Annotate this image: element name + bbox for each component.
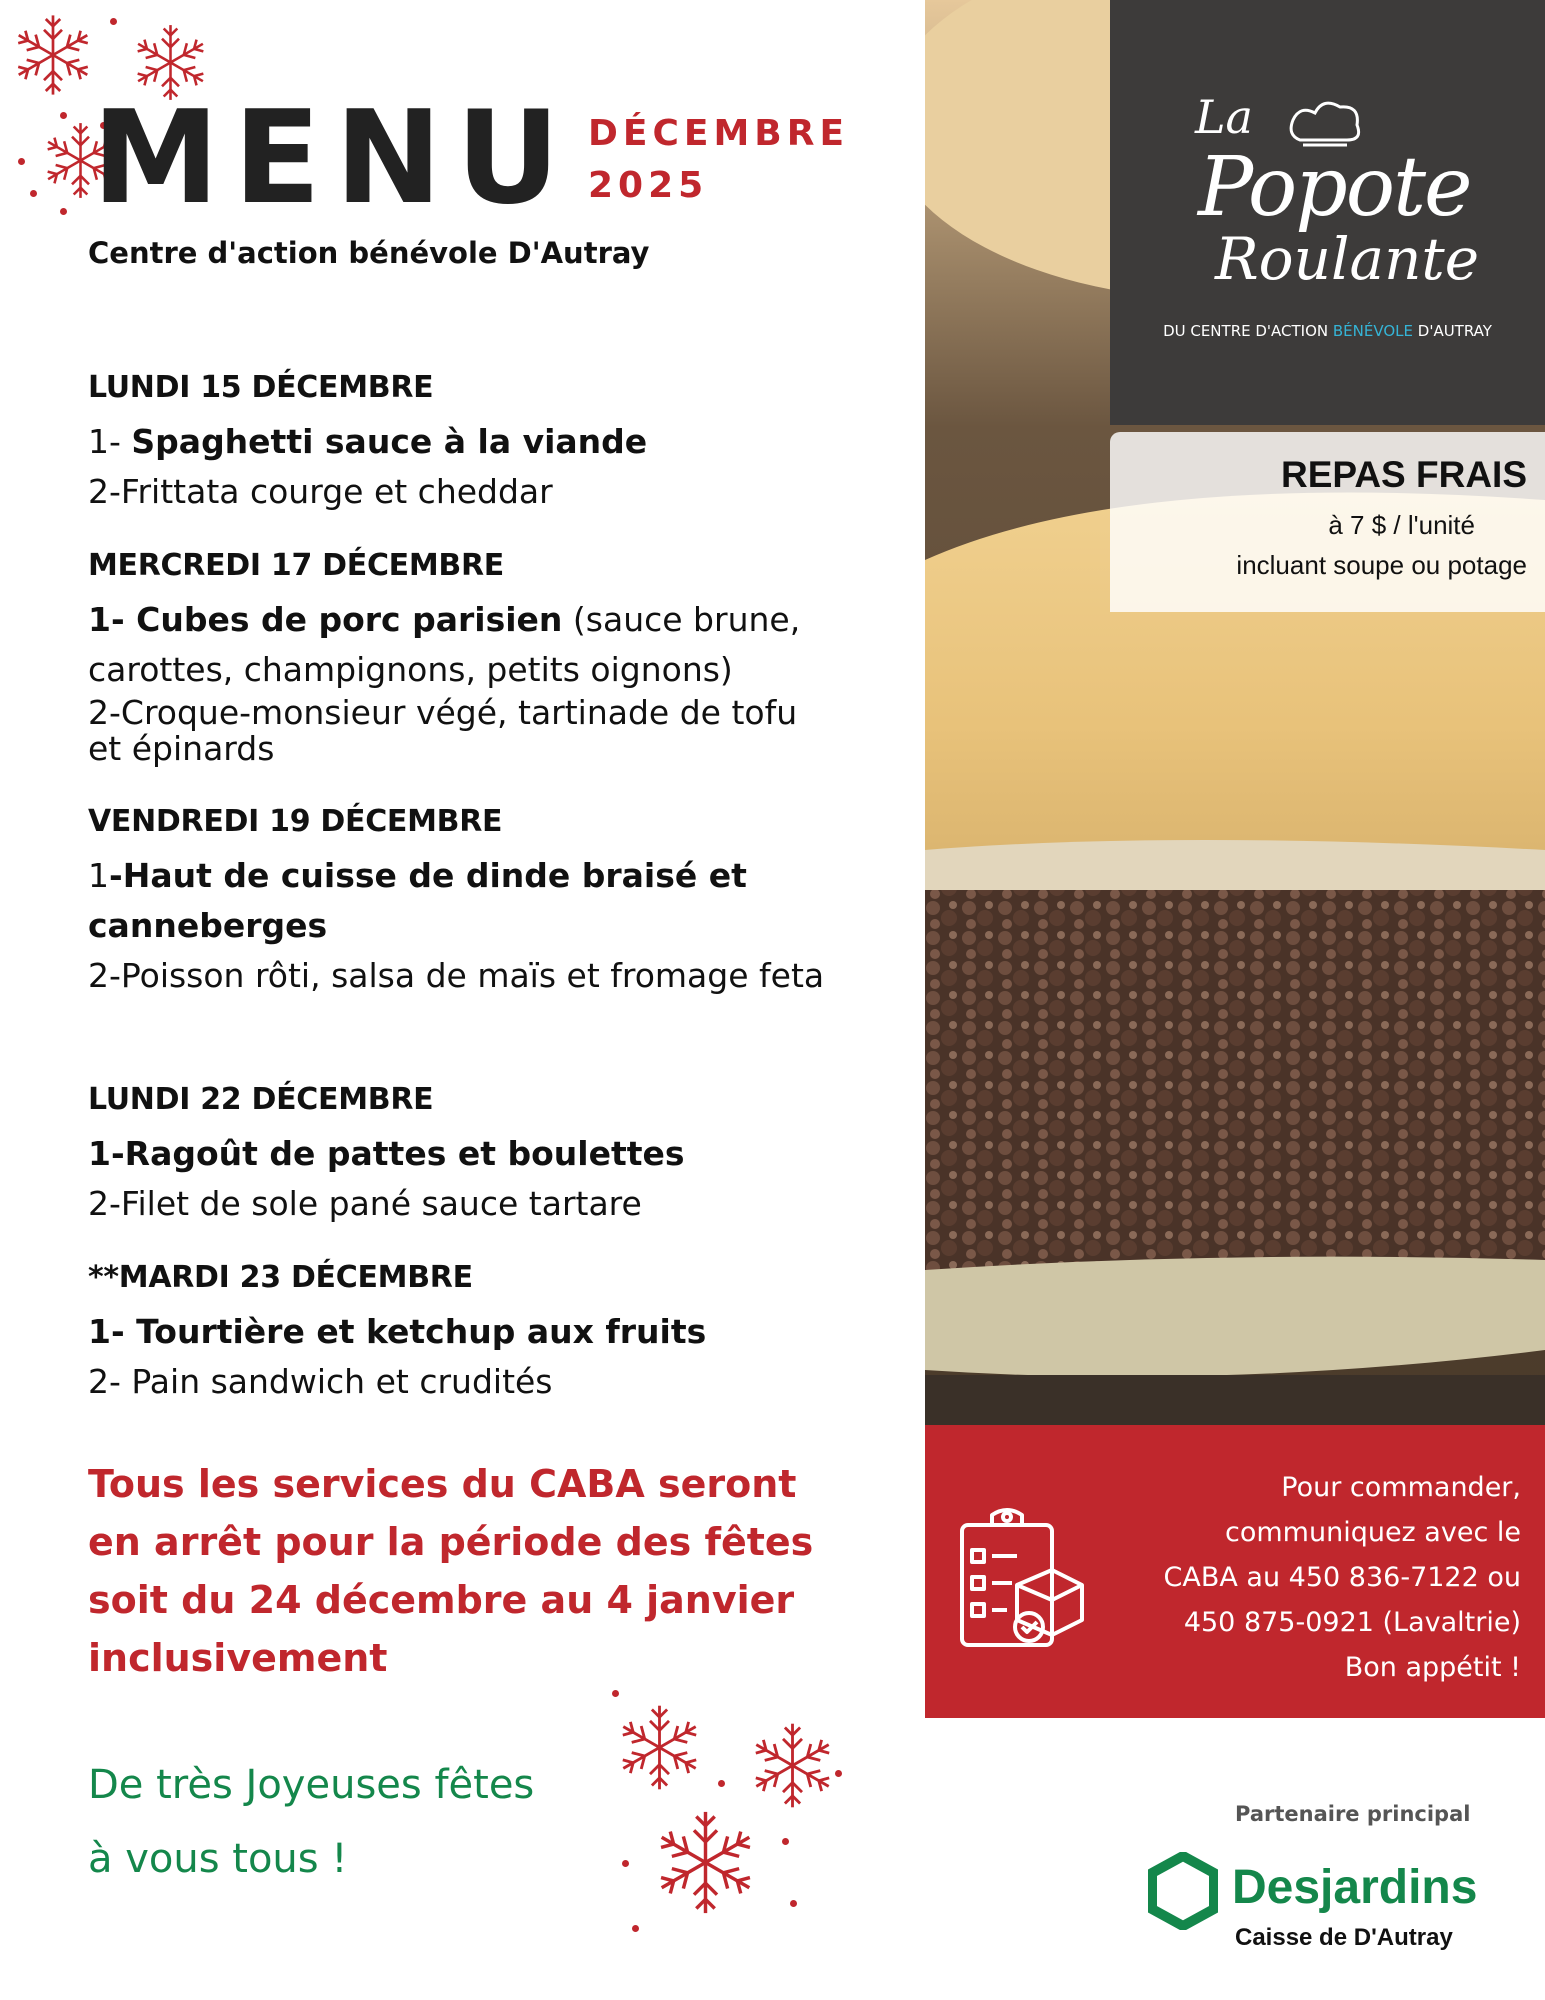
- menu-title: MENU: [92, 84, 574, 233]
- decor-dot: [612, 1690, 619, 1697]
- partner-label: Partenaire principal: [1235, 1802, 1471, 1826]
- snowflake-icon: [612, 1700, 707, 1795]
- logo-text-la: La: [1195, 90, 1253, 144]
- order-box: [925, 1425, 1545, 1718]
- clipboard-package-icon: [957, 1505, 1087, 1650]
- price-includes: incluant soupe ou potage: [1236, 550, 1527, 580]
- decor-dot: [782, 1838, 789, 1845]
- dish-option-1: 1-Ragoût de pattes et boulettes: [88, 1134, 685, 1173]
- dish-option-2: 2-Filet de sole pané sauce tartare: [88, 1184, 642, 1223]
- day-title: **MARDI 23 DÉCEMBRE: [88, 1260, 473, 1295]
- logo-subtitle: DU CENTRE D'ACTION BÉNÉVOLE D'AUTRAY: [1163, 322, 1492, 340]
- decor-dot: [60, 112, 67, 119]
- desjardins-hexagon-icon: [1148, 1852, 1218, 1930]
- order-instructions: Pour commander, communiquez avec le CABA au 450 836-7122 ou 450 875-0921 (Lavaltrie) Bon appétit !: [1163, 1472, 1521, 1683]
- dish-option-1: 1- Spaghetti sauce à la viande: [88, 422, 648, 461]
- day-block: [88, 548, 828, 767]
- day-block: [88, 1260, 828, 1407]
- day-title: LUNDI 15 DÉCEMBRE: [88, 370, 434, 405]
- decor-dot: [835, 1770, 842, 1777]
- dish-option-1: 1-Haut de cuisse de dinde braisé et canneberges: [88, 856, 747, 945]
- day-block: [88, 804, 828, 1001]
- date-block: [588, 108, 849, 212]
- price-title: REPAS FRAIS: [1280, 454, 1527, 495]
- snowflake-icon: [8, 10, 98, 100]
- organization-name: Centre d'action bénévole D'Autray: [88, 236, 650, 270]
- greeting-line-1: De très Joyeuses fêtes: [88, 1762, 535, 1808]
- dish-option-2: 2-Croque-monsieur végé, tartinade de tofu et épinards: [88, 693, 798, 768]
- day-block: [88, 1082, 828, 1229]
- closing-notice: Tous les services du CABA seront en arrêt pour la période des fêtes soit du 24 décembre au 4 janvier inclusivement: [88, 1462, 814, 1680]
- price-box: [1110, 432, 1545, 612]
- holiday-greeting: [88, 1748, 534, 1896]
- dish-option-1: 1- Cubes de porc parisien (sauce brune, carottes, champignons, petits oignons): [88, 600, 801, 689]
- dish-option-2: 2- Pain sandwich et crudités: [88, 1362, 553, 1401]
- snowflake-icon: [648, 1805, 763, 1920]
- dish-option-1: 1- Tourtière et ketchup aux fruits: [88, 1312, 707, 1351]
- day-title: LUNDI 22 DÉCEMBRE: [88, 1082, 434, 1117]
- greeting-line-2: à vous tous !: [88, 1836, 348, 1882]
- dish-option-2: 2-Poisson rôti, salsa de maïs et fromage feta: [88, 956, 825, 995]
- decor-dot: [632, 1925, 639, 1932]
- decor-dot: [622, 1860, 629, 1867]
- partner-name: Desjardins: [1232, 1861, 1478, 1914]
- day-block: [88, 370, 828, 517]
- decor-dot: [18, 158, 25, 165]
- decor-dot: [718, 1780, 725, 1787]
- decor-dot: [60, 208, 67, 215]
- decor-dot: [110, 18, 117, 25]
- menu-year: 2025: [588, 165, 709, 206]
- decor-dot: [790, 1900, 797, 1907]
- menu-month: DÉCEMBRE: [588, 113, 850, 154]
- popote-roulante-logo: [1110, 0, 1545, 425]
- dish-option-2: 2-Frittata courge et cheddar: [88, 472, 553, 511]
- day-title: MERCREDI 17 DÉCEMBRE: [88, 548, 504, 583]
- day-title: VENDREDI 19 DÉCEMBRE: [88, 804, 503, 839]
- logo-text-roulante: Roulante: [1215, 225, 1480, 293]
- snowflake-icon: [745, 1718, 840, 1813]
- partner-branch: Caisse de D'Autray: [1235, 1924, 1453, 1951]
- logo-text-popote: Popote: [1198, 140, 1471, 235]
- price-amount: à 7 $ / l'unité: [1328, 510, 1475, 540]
- decor-dot: [30, 190, 37, 197]
